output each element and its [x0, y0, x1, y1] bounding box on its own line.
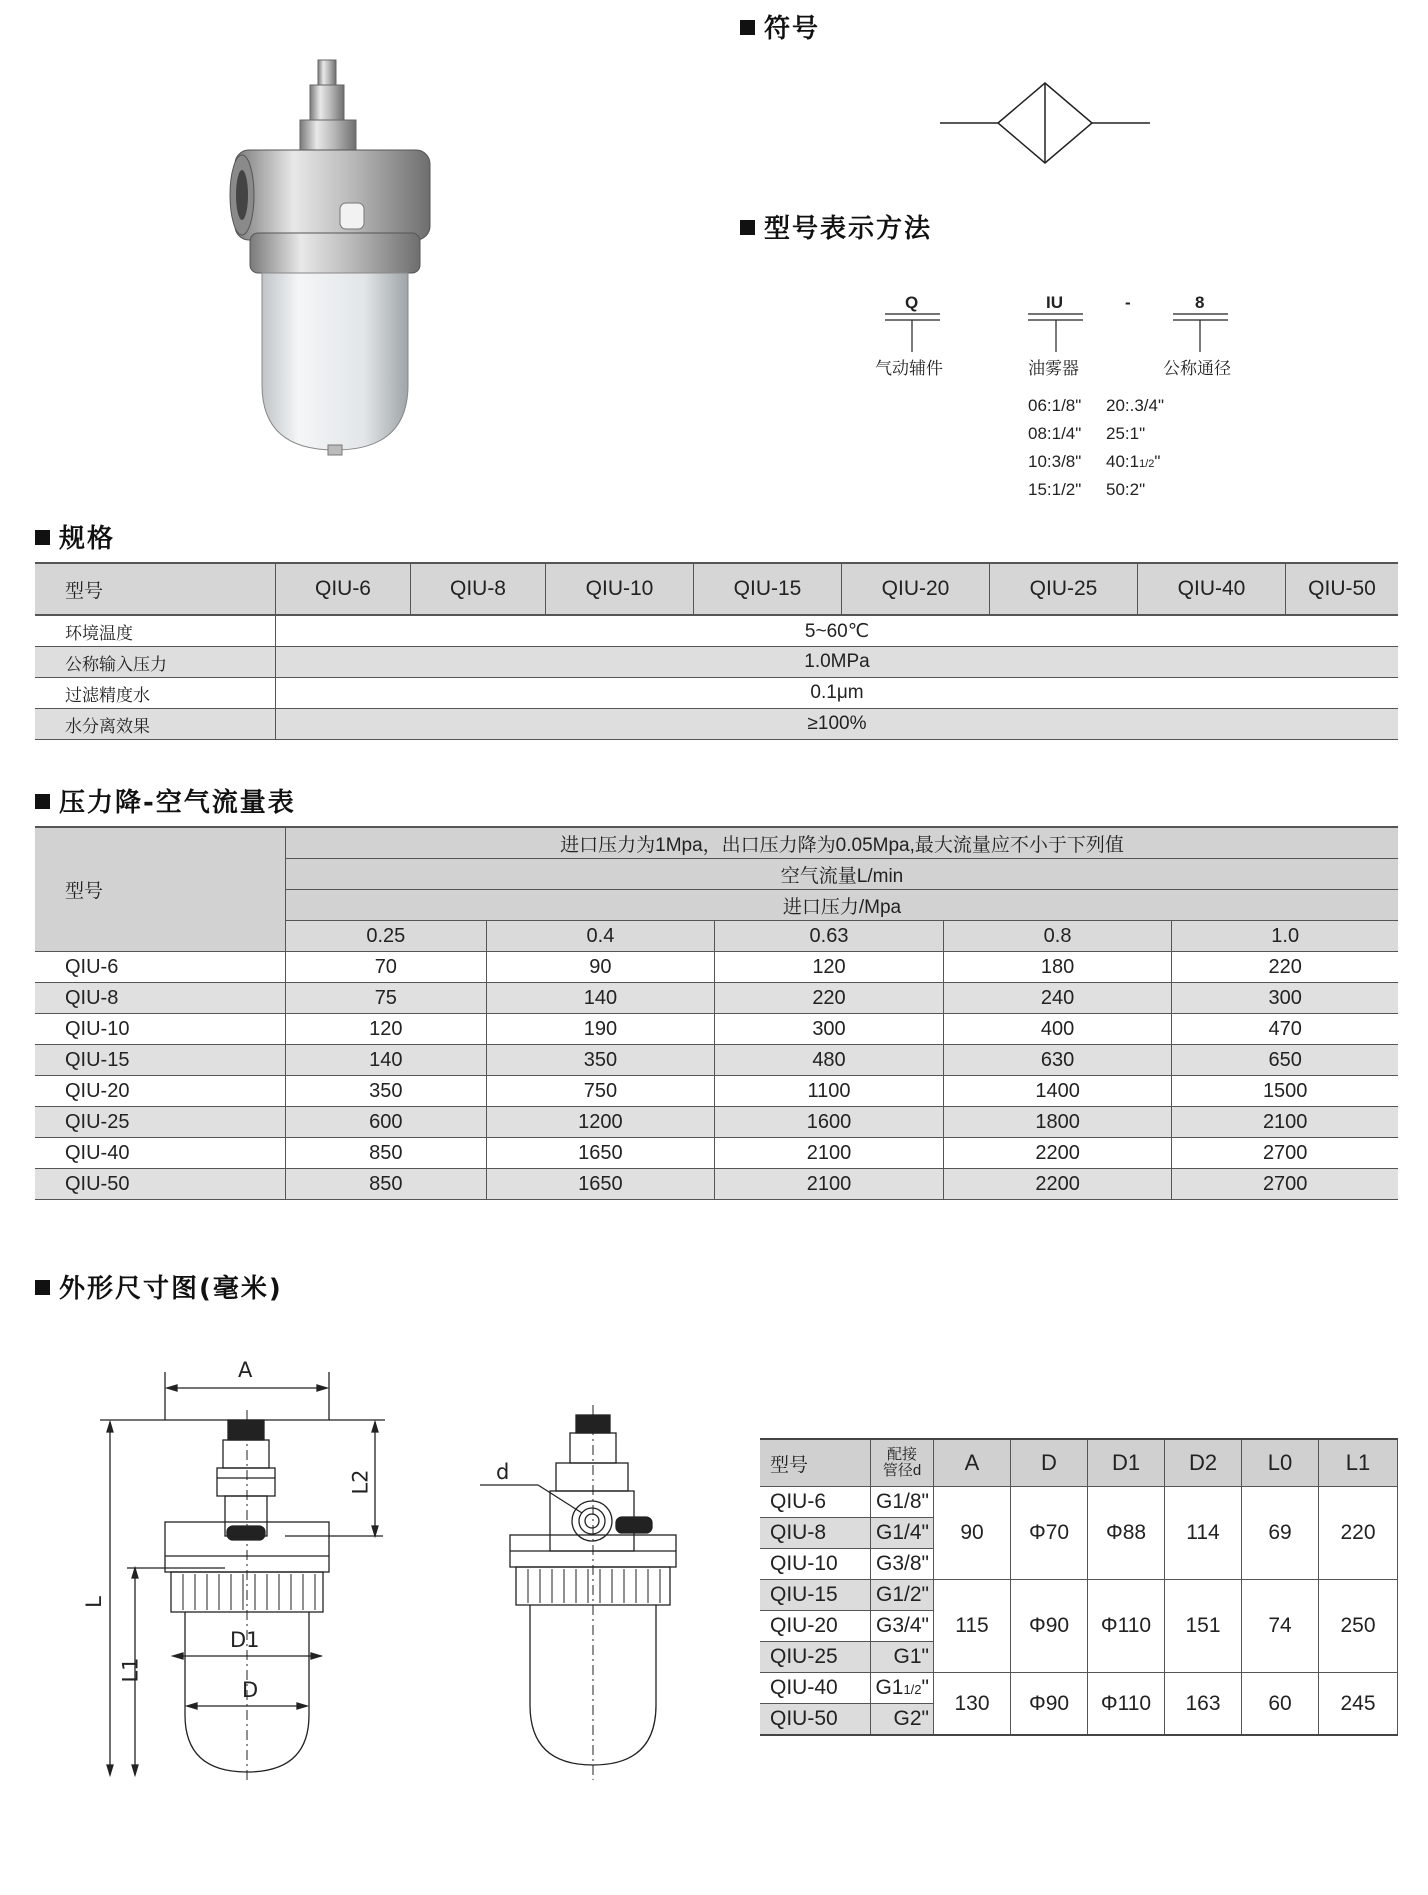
- spec-header-model: 型号: [35, 563, 276, 615]
- flow-model-cell: QIU-25: [35, 1107, 286, 1138]
- size-code: 40:11/2": [1106, 452, 1161, 471]
- dim-label-d-small: d: [496, 1460, 510, 1484]
- flow-value-cell: 350: [286, 1076, 487, 1107]
- lubricator-symbol: [930, 78, 1160, 168]
- dim-l1-cell: 250: [1319, 1580, 1398, 1673]
- table-row: [35, 1169, 1398, 1200]
- table-row: [760, 1580, 1398, 1611]
- spec-model-cell: QIU-6: [276, 563, 411, 615]
- front-view-drawing: [85, 1360, 405, 1790]
- dim-d-cell: Φ70: [1011, 1487, 1088, 1580]
- size-code: 20:.3/4": [1106, 396, 1165, 415]
- dim-d2-cell: 163: [1165, 1673, 1242, 1736]
- dim-pipe-cell: G1": [871, 1642, 934, 1673]
- notation-code: Q: [905, 293, 919, 312]
- flow-model-cell: QIU-6: [35, 952, 286, 983]
- flow-value-cell: 1100: [715, 1076, 944, 1107]
- dim-pipe-cell: G1/8": [871, 1487, 934, 1518]
- dim-header-l1: L1: [1319, 1439, 1398, 1487]
- spec-row: [35, 615, 1398, 647]
- flow-value-cell: 2700: [1172, 1169, 1398, 1200]
- section-title-flow: 压力降-空气流量表: [35, 782, 296, 819]
- flow-value-cell: 2200: [943, 1138, 1172, 1169]
- product-photo: [220, 55, 440, 465]
- dim-header-d: D: [1011, 1439, 1088, 1487]
- flow-value-cell: 75: [286, 983, 487, 1014]
- flow-value-cell: 120: [715, 952, 944, 983]
- dim-header-l0: L0: [1242, 1439, 1319, 1487]
- flow-header-note: 进口压力为1Mpa，出口压力降为0.05Mpa,最大流量应不小于下列值: [286, 827, 1399, 859]
- dim-l1-cell: 220: [1319, 1487, 1398, 1580]
- dim-d-cell: Φ90: [1011, 1580, 1088, 1673]
- flow-value-cell: 1200: [486, 1107, 715, 1138]
- spec-row-label: 环境温度: [35, 615, 276, 647]
- dim-l0-cell: 69: [1242, 1487, 1319, 1580]
- notation-lines: [860, 312, 1280, 357]
- flow-model-cell: QIU-10: [35, 1014, 286, 1045]
- spec-row-value: 1.0MPa: [276, 647, 1399, 678]
- dim-model-cell: QIU-50: [760, 1704, 871, 1736]
- spec-row-value: ≥100%: [276, 709, 1399, 740]
- flow-value-cell: 1600: [715, 1107, 944, 1138]
- dim-label-l1: L1: [118, 1657, 143, 1683]
- dim-a-cell: 115: [934, 1580, 1011, 1673]
- spec-model-cell: QIU-10: [546, 563, 694, 615]
- flow-value-cell: 90: [486, 952, 715, 983]
- spec-table: [35, 562, 1398, 740]
- flow-value-cell: 480: [715, 1045, 944, 1076]
- spec-row: [35, 647, 1398, 678]
- flow-value-cell: 850: [286, 1169, 487, 1200]
- section-bullet: [35, 794, 50, 809]
- dim-pipe-cell: G1/2": [871, 1580, 934, 1611]
- spec-row-value: 5~60℃: [276, 615, 1399, 647]
- dim-pipe-cell: G11/2": [871, 1673, 934, 1704]
- table-row: [35, 1107, 1398, 1138]
- flow-value-cell: 140: [486, 983, 715, 1014]
- flow-header-unit: 空气流量L/min: [286, 859, 1399, 890]
- flow-value-cell: 650: [1172, 1045, 1398, 1076]
- dim-d2-cell: 114: [1165, 1487, 1242, 1580]
- flow-model-cell: QIU-15: [35, 1045, 286, 1076]
- flow-value-cell: 220: [715, 983, 944, 1014]
- section-title-model-notation: 型号表示方法: [740, 208, 932, 245]
- table-row: [760, 1487, 1398, 1518]
- table-row: [35, 983, 1398, 1014]
- dim-d1-cell: Φ110: [1088, 1673, 1165, 1736]
- section-bullet: [740, 20, 755, 35]
- flow-value-cell: 350: [486, 1045, 715, 1076]
- table-row: [35, 1045, 1398, 1076]
- dim-header-d1: D1: [1088, 1439, 1165, 1487]
- flow-value-cell: 300: [1172, 983, 1398, 1014]
- flow-value-cell: 750: [486, 1076, 715, 1107]
- spec-model-cell: QIU-25: [990, 563, 1138, 615]
- dim-l1-cell: 245: [1319, 1673, 1398, 1736]
- flow-value-cell: 240: [943, 983, 1172, 1014]
- dim-label-a: A: [238, 1358, 253, 1382]
- section-title-dimensions: 外形尺寸图(毫米): [35, 1268, 283, 1305]
- size-code: 06:1/8": [1028, 396, 1082, 415]
- size-code: 08:1/4": [1028, 424, 1082, 443]
- spec-row-label: 公称输入压力: [35, 647, 276, 678]
- flow-model-cell: QIU-8: [35, 983, 286, 1014]
- flow-value-cell: 1500: [1172, 1076, 1398, 1107]
- flow-model-cell: QIU-20: [35, 1076, 286, 1107]
- flow-value-cell: 1650: [486, 1138, 715, 1169]
- flow-value-cell: 2100: [715, 1138, 944, 1169]
- spec-row-label: 水分离效果: [35, 709, 276, 740]
- flow-pressure-cell: 1.0: [1172, 921, 1398, 952]
- dim-header-model: 型号: [760, 1439, 871, 1487]
- dim-pipe-cell: G3/4": [871, 1611, 934, 1642]
- flow-value-cell: 300: [715, 1014, 944, 1045]
- dim-label-d: D: [242, 1678, 259, 1702]
- size-code: 10:3/8": [1028, 452, 1082, 471]
- flow-pressure-cell: 0.63: [715, 921, 944, 952]
- notation-label: 气动辅件: [875, 359, 943, 379]
- table-row: [35, 952, 1398, 983]
- size-code: 15:1/2": [1028, 480, 1082, 499]
- section-bullet: [35, 530, 50, 545]
- dim-label-l: L: [81, 1596, 106, 1608]
- dim-model-cell: QIU-8: [760, 1518, 871, 1549]
- section-title-symbol: 符号: [740, 8, 820, 45]
- flow-value-cell: 2100: [1172, 1107, 1398, 1138]
- flow-model-cell: QIU-50: [35, 1169, 286, 1200]
- spec-row: [35, 678, 1398, 709]
- dim-label-d1: D1: [230, 1628, 260, 1652]
- size-code: 25:1": [1106, 424, 1146, 443]
- flow-header-row: [35, 827, 1398, 859]
- flow-value-cell: 140: [286, 1045, 487, 1076]
- notation-dash: -: [1125, 293, 1131, 312]
- section-title-specs: 规格: [35, 518, 115, 555]
- flow-value-cell: 400: [943, 1014, 1172, 1045]
- flow-value-cell: 1800: [943, 1107, 1172, 1138]
- flow-value-cell: 850: [286, 1138, 487, 1169]
- dim-model-cell: QIU-25: [760, 1642, 871, 1673]
- spec-model-cell: QIU-20: [842, 563, 990, 615]
- dim-d-cell: Φ90: [1011, 1673, 1088, 1736]
- notation-label: 油雾器: [1028, 359, 1079, 379]
- spec-model-cell: QIU-15: [694, 563, 842, 615]
- dim-d1-cell: Φ88: [1088, 1487, 1165, 1580]
- dim-header-a: A: [934, 1439, 1011, 1487]
- flow-table: [35, 826, 1398, 1200]
- flow-value-cell: 2700: [1172, 1138, 1398, 1169]
- flow-header-pressure: 进口压力/Mpa: [286, 890, 1399, 921]
- dim-l0-cell: 60: [1242, 1673, 1319, 1736]
- table-row: [35, 1014, 1398, 1045]
- notation-code: IU: [1046, 293, 1063, 312]
- dim-header-pipe: 配接 管径d: [871, 1439, 934, 1487]
- spec-row-value: 0.1μm: [276, 678, 1399, 709]
- dim-d1-cell: Φ110: [1088, 1580, 1165, 1673]
- flow-value-cell: 2200: [943, 1169, 1172, 1200]
- spec-row-label: 过滤精度水: [35, 678, 276, 709]
- dim-a-cell: 130: [934, 1673, 1011, 1736]
- flow-value-cell: 180: [943, 952, 1172, 983]
- dim-header-row: [760, 1439, 1398, 1487]
- notation-diagram: [860, 290, 1280, 510]
- section-bullet: [740, 220, 755, 235]
- flow-value-cell: 1400: [943, 1076, 1172, 1107]
- flow-pressure-cell: 0.25: [286, 921, 487, 952]
- dim-model-cell: QIU-10: [760, 1549, 871, 1580]
- dim-l0-cell: 74: [1242, 1580, 1319, 1673]
- flow-value-cell: 630: [943, 1045, 1172, 1076]
- flow-value-cell: 190: [486, 1014, 715, 1045]
- dim-model-cell: QIU-20: [760, 1611, 871, 1642]
- flow-value-cell: 220: [1172, 952, 1398, 983]
- dim-d2-cell: 151: [1165, 1580, 1242, 1673]
- flow-header-model: 型号: [35, 827, 286, 952]
- spec-model-cell: QIU-8: [411, 563, 546, 615]
- size-code: 50:2": [1106, 480, 1146, 499]
- flow-model-cell: QIU-40: [35, 1138, 286, 1169]
- spec-model-cell: QIU-50: [1286, 563, 1399, 615]
- table-row: [760, 1673, 1398, 1704]
- flow-value-cell: 70: [286, 952, 487, 983]
- notation-label: 公称通径: [1163, 359, 1231, 379]
- flow-value-cell: 600: [286, 1107, 487, 1138]
- notation-code: 8: [1195, 293, 1205, 312]
- dim-model-cell: QIU-40: [760, 1673, 871, 1704]
- dim-pipe-cell: G2": [871, 1704, 934, 1736]
- spec-model-cell: QIU-40: [1138, 563, 1286, 615]
- flow-value-cell: 470: [1172, 1014, 1398, 1045]
- spec-row: [35, 709, 1398, 740]
- dim-header-d2: D2: [1165, 1439, 1242, 1487]
- dimension-table: [760, 1438, 1398, 1736]
- flow-value-cell: 2100: [715, 1169, 944, 1200]
- flow-pressure-cell: 0.4: [486, 921, 715, 952]
- dim-label-l2: L2: [348, 1469, 373, 1495]
- section-bullet: [35, 1280, 50, 1295]
- flow-value-cell: 120: [286, 1014, 487, 1045]
- table-row: [35, 1076, 1398, 1107]
- flow-value-cell: 1650: [486, 1169, 715, 1200]
- table-row: [35, 1138, 1398, 1169]
- dim-model-cell: QIU-6: [760, 1487, 871, 1518]
- dim-pipe-cell: G3/8": [871, 1549, 934, 1580]
- dim-a-cell: 90: [934, 1487, 1011, 1580]
- flow-pressure-cell: 0.8: [943, 921, 1172, 952]
- dim-pipe-cell: G1/4": [871, 1518, 934, 1549]
- dim-model-cell: QIU-15: [760, 1580, 871, 1611]
- spec-header-row: [35, 563, 1398, 615]
